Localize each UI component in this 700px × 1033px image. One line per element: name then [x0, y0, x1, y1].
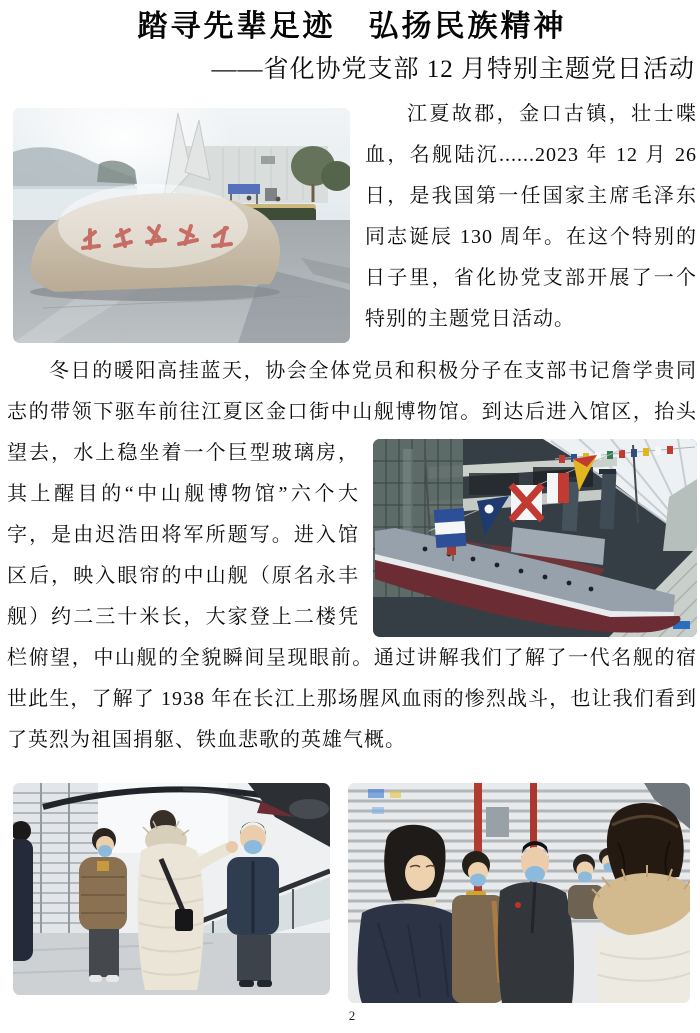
walkway-visit-illustration	[13, 783, 330, 995]
paragraph-2-text-before: 冬日的暖阳高挂蓝天，协会全体党员和积极分子在支部书记詹学贵同志的带领下驱车前往江夏区金口街中山舰博物馆。到达后进入馆区，抬头	[7, 360, 697, 423]
group-visit-illustration	[348, 783, 690, 1003]
person-far-left	[13, 821, 33, 961]
page-subtitle: ——省化协党支部 12 月特别主题党日活动	[211, 56, 695, 83]
paragraph-1	[7, 94, 697, 340]
stone-monument-illustration	[13, 108, 350, 343]
photo-row	[13, 783, 697, 1003]
paragraph-1-text: 江夏故郡，金口古镇，壮士喋血，名舰陆沉......2023 年 12 月 26 日，是我国第一任国家主席毛泽东同志诞辰 130 周年。在这个特别的日子里，省化协党支部开展了一个特别的主题党日活动。	[365, 103, 697, 330]
photo-group-visit	[348, 783, 690, 1003]
warship-illustration	[373, 439, 697, 637]
paragraph-2-text-after: 望去，水上稳坐着一个巨型玻璃房，其上醒目的“中山舰博物馆”六个大字，是由迟浩田将军所题写。进入馆区后，映入眼帘的中山舰（原名永丰舰）约二三十米长，大家登上二楼凭栏俯望，中山舰的全貌瞬间呈现眼前。通过讲解我们了解了一代名舰的宿世此生，了解了 1938 年在长江上那场腥风血雨的惨烈战斗，也让我们看到了英烈为祖国捐躯、铁血悲歌的英雄气概。	[7, 442, 697, 751]
page-title: 踏寻先辈足迹 弘扬民族精神	[137, 10, 567, 43]
photo-walkway-visit	[13, 783, 330, 995]
paragraph-2	[7, 351, 697, 761]
page-number: 2	[348, 1008, 356, 1023]
photo-warship-hall	[373, 439, 697, 637]
photo-stone-monument	[13, 108, 350, 343]
